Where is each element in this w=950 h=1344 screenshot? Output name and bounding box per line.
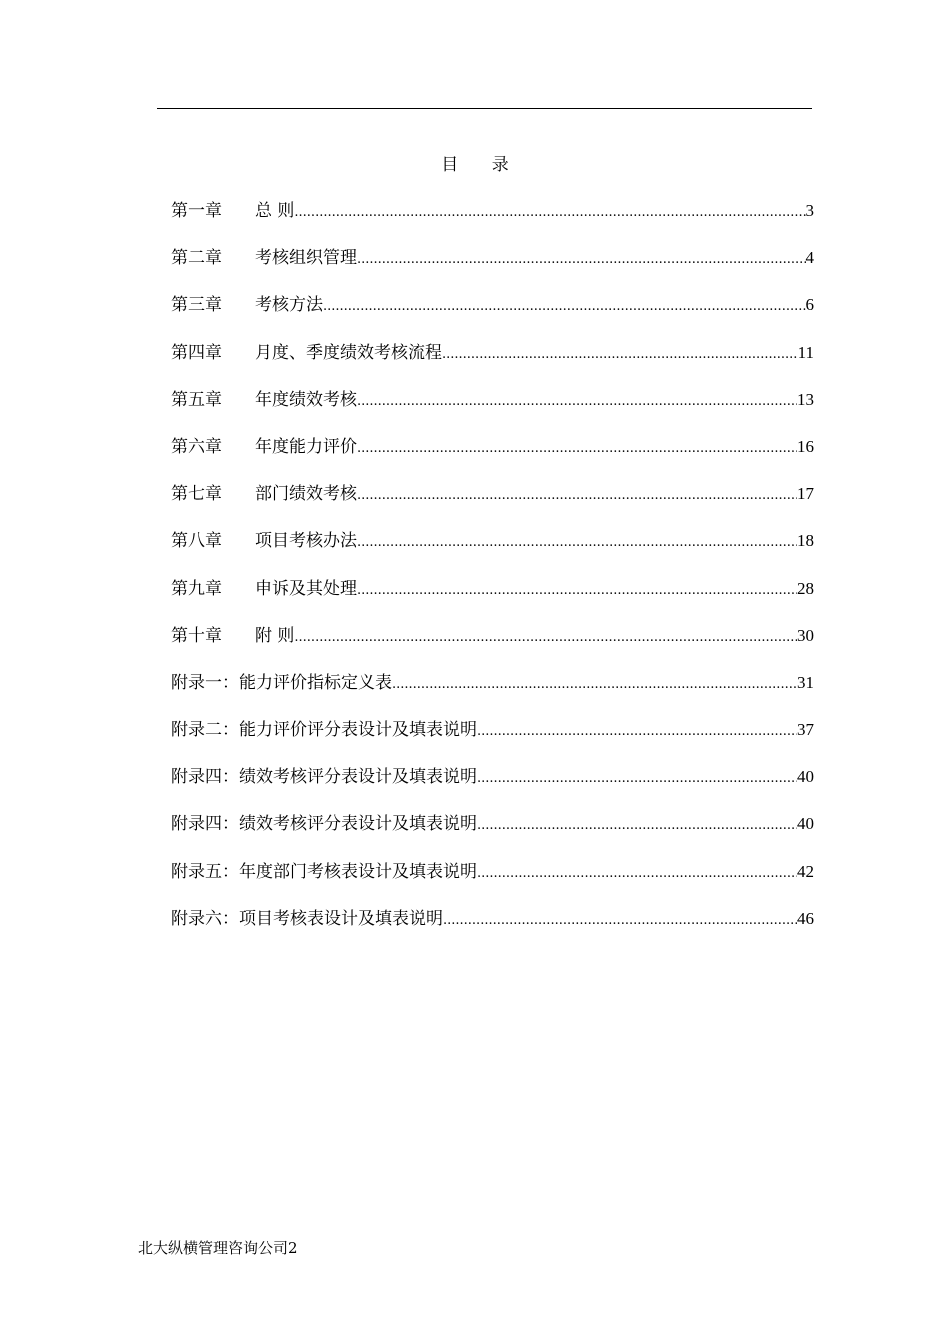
toc-entry-label: 考核组织管理 <box>255 248 357 269</box>
toc-entry-chapter: 第五章 <box>171 389 222 410</box>
toc-entry-label: 能力评价指标定义表 <box>239 672 392 693</box>
toc-leader-dots <box>477 771 797 786</box>
toc-entry-page: 31 <box>797 672 814 692</box>
toc-leader-dots <box>442 347 798 362</box>
toc-leader-dots <box>323 299 806 314</box>
toc-leader-dots <box>392 677 797 692</box>
table-of-contents <box>171 196 814 951</box>
toc-entry-page: 30 <box>797 625 814 645</box>
toc-entry-label: 申诉及其处理 <box>255 578 357 599</box>
toc-entry-page: 42 <box>797 861 814 881</box>
page-footer: 北大纵横管理咨询公司2 <box>138 1239 298 1257</box>
toc-entry-chapter: 第二章 <box>171 248 222 269</box>
toc-entry-page: 37 <box>797 720 814 740</box>
toc-entry-label: 能力评价评分表设计及填表说明 <box>239 720 477 741</box>
toc-entry-label: 年度绩效考核 <box>255 389 357 410</box>
toc-entry-label: 附 则 <box>255 625 295 646</box>
toc-leader-dots <box>477 866 797 881</box>
toc-entry-chapter: 第八章 <box>171 531 222 552</box>
toc-entry[interactable] <box>171 574 814 621</box>
toc-entry-chapter: 第九章 <box>171 578 222 599</box>
toc-entry-page: 28 <box>797 578 814 598</box>
toc-leader-dots <box>357 583 797 598</box>
toc-leader-dots <box>357 535 797 550</box>
toc-entry[interactable] <box>171 432 814 479</box>
toc-leader-dots <box>477 724 797 739</box>
toc-entry-label: 年度部门考核表设计及填表说明 <box>239 861 477 882</box>
toc-entry-chapter: 附录一： <box>171 672 239 693</box>
toc-leader-dots <box>294 205 805 220</box>
toc-entry[interactable] <box>171 196 814 243</box>
toc-entry[interactable] <box>171 668 814 715</box>
toc-entry[interactable] <box>171 715 814 762</box>
toc-entry-page: 3 <box>805 201 814 220</box>
toc-entry[interactable] <box>171 243 814 290</box>
toc-entry-chapter: 附录二： <box>171 720 239 741</box>
toc-leader-dots <box>294 630 797 645</box>
toc-entry-page: 40 <box>797 767 814 787</box>
toc-leader-dots <box>357 488 797 503</box>
toc-leader-dots <box>357 441 797 456</box>
toc-entry-chapter: 第三章 <box>171 295 222 316</box>
toc-entry[interactable] <box>171 479 814 526</box>
toc-entry-chapter: 第十章 <box>171 625 222 646</box>
toc-entry[interactable] <box>171 290 814 337</box>
toc-entry-chapter: 第六章 <box>171 436 222 457</box>
toc-entry[interactable] <box>171 762 814 809</box>
toc-entry-chapter: 第四章 <box>171 342 222 363</box>
toc-entry-label: 考核方法 <box>255 295 323 316</box>
toc-leader-dots <box>357 252 806 267</box>
toc-entry[interactable] <box>171 857 814 904</box>
toc-entry-label: 绩效考核评分表设计及填表说明 <box>239 814 477 835</box>
toc-entry-page: 13 <box>797 389 814 409</box>
toc-entry[interactable] <box>171 338 814 385</box>
toc-entry-chapter: 附录五： <box>171 861 239 882</box>
toc-entry[interactable] <box>171 809 814 856</box>
toc-entry-page: 4 <box>805 248 814 268</box>
toc-entry-chapter: 附录四： <box>171 814 239 835</box>
toc-entry-label: 项目考核表设计及填表说明 <box>239 908 443 929</box>
toc-entry-page: 16 <box>797 436 814 456</box>
toc-entry-label: 项目考核办法 <box>255 531 357 552</box>
toc-entry-label: 月度、季度绩效考核流程 <box>255 342 442 363</box>
toc-entry-page: 6 <box>805 295 814 315</box>
toc-entry-page: 18 <box>797 531 814 551</box>
toc-title: 目 录 <box>441 155 523 175</box>
toc-entry[interactable] <box>171 526 814 573</box>
toc-entry-label: 年度能力评价 <box>255 436 357 457</box>
toc-leader-dots <box>443 913 797 928</box>
toc-entry-chapter: 第一章 <box>171 201 222 221</box>
toc-entry-page: 40 <box>797 814 814 834</box>
toc-entry-page: 11 <box>797 342 814 362</box>
toc-leader-dots <box>477 818 797 833</box>
toc-entry-chapter: 附录四： <box>171 767 239 788</box>
toc-entry-chapter: 第七章 <box>171 484 222 505</box>
toc-entry[interactable] <box>171 904 814 951</box>
toc-entry-page: 17 <box>797 484 814 504</box>
toc-entry[interactable] <box>171 621 814 668</box>
header-rule <box>157 108 812 109</box>
toc-entry[interactable] <box>171 385 814 432</box>
toc-entry-page: 46 <box>797 908 814 928</box>
toc-entry-label: 总 则 <box>255 201 295 221</box>
toc-entry-chapter: 附录六： <box>171 908 239 929</box>
toc-leader-dots <box>357 394 797 409</box>
toc-entry-label: 绩效考核评分表设计及填表说明 <box>239 767 477 788</box>
toc-entry-label: 部门绩效考核 <box>255 484 357 505</box>
